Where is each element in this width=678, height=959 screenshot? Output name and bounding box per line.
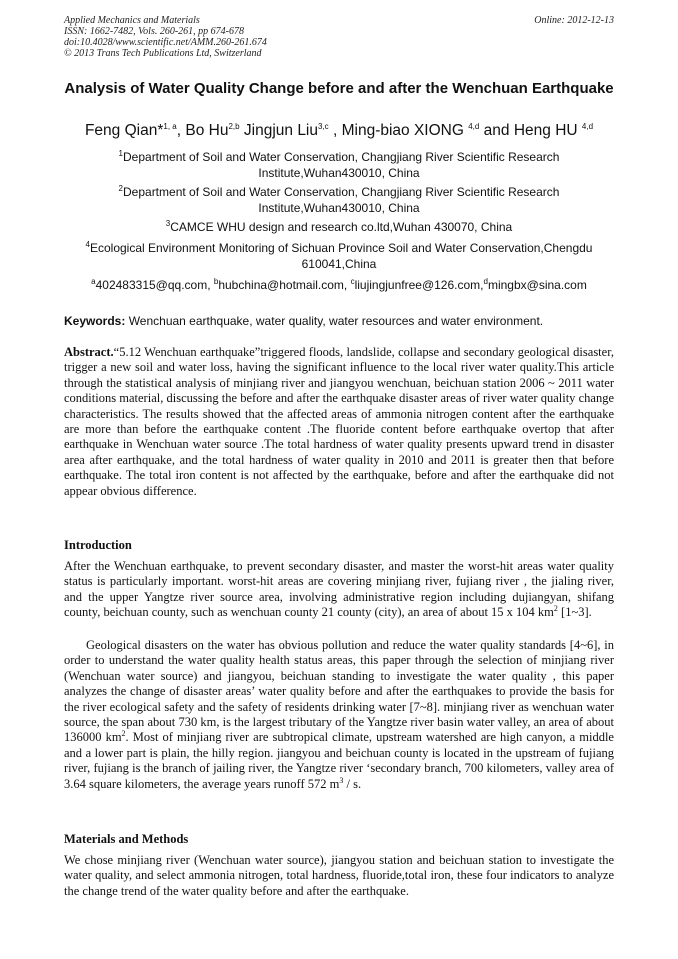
author-separator: , bbox=[176, 122, 186, 139]
introduction-paragraph-1 bbox=[64, 559, 614, 621]
affiliation-number: 1 bbox=[118, 149, 123, 158]
email-list bbox=[40, 278, 638, 293]
keywords bbox=[64, 314, 616, 329]
affiliation-3 bbox=[64, 220, 614, 236]
doi-line: doi:10.4028/www.scientific.net/AMM.260-261.674 bbox=[64, 37, 267, 48]
author-affil-mark: 2,b bbox=[228, 121, 240, 131]
paragraph-text: . Most of minjiang river are subtropical climate, upstream watershed are high canyon, a middle and a lower part is plain, the hilly region. jiangyou and beichuan county is located in the upstream of fujiang river, fujiang is the branch of jailing river, the Yangtze river ‘secondary branch, 700 kilometers, valley area of 3.64 square kilometers, the average years runoff 572 m bbox=[64, 730, 614, 791]
author-affil-mark: 4,d bbox=[468, 121, 480, 131]
superscript: 2 bbox=[553, 604, 558, 614]
abstract-text: “5.12 Wenchuan earthquake”triggered floods, landslide, collapse and secondary geological disaster, trigger a new soil and water loss, having the significant influence to the local river water quality.This article through the statistical analysis of minjiang river and jiangyou wenchuan, beichuan station 2006 ~ 2011 water conditions material, discussing the before and after the earthquake disaster areas of river water quality change characteristics. The results showed that the affected areas of ammonia nitrogen content after the earthquake are more than before the earthquake content .The fluoride content before earthquake overtop that after earthquake in Wenchuan water source .The total hardness of water quality presents upward trend in disaster area after earthquake, and the total hardness of water quality in 2010 and 2011 is greater then that before earthquake. The total iron content is not affected by the earthquake, before and after the earthquake did not appear obvious difference. bbox=[64, 345, 614, 498]
author-name: Feng Qian* bbox=[84, 122, 164, 139]
online-date-header bbox=[534, 15, 614, 26]
online-date: Online: 2012-12-13 bbox=[534, 15, 614, 26]
keywords-label: Keywords: bbox=[64, 314, 126, 328]
issn-line: ISSN: 1662-7482, Vols. 260-261, pp 674-678 bbox=[64, 26, 244, 37]
author-name: Bo Hu bbox=[185, 122, 229, 139]
introduction-heading: Introduction bbox=[64, 538, 132, 552]
paragraph-text: / s. bbox=[343, 776, 362, 791]
affiliation-text: Ecological Environment Monitoring of Sichuan Province Soil and Water Conservation,Chengdu 610041,China bbox=[89, 241, 593, 271]
copyright-line: © 2013 Trans Tech Publications Ltd, Switzerland bbox=[64, 48, 262, 59]
author-name: Ming-biao XIONG bbox=[341, 122, 469, 139]
affiliation-number: 2 bbox=[118, 184, 123, 193]
affiliation-number: 4 bbox=[85, 240, 90, 249]
abstract-label: Abstract. bbox=[64, 345, 114, 359]
methods-paragraph-1: We chose minjiang river (Wenchuan water source), jiangyou station and beichuan station to investigate the water quality, and select ammonia nitrogen, total hardness, fluoride,total iron, these four indicators to analyze the change trend of the water quality before and after the earthquake. bbox=[64, 853, 614, 898]
author-separator: and bbox=[479, 122, 514, 139]
paragraph-text: After the Wenchuan earthquake, to prevent secondary disaster, and master the worst-hit areas water quality status is particularly important. worst-hit areas are covering minjiang river, fujiang river , the jialing river, and the upper Yangtze river source area, involving administrative region including dujiangyan, shifang county, beichuan county, such as wenchuan county 21 county (city), an area of about 15 x 104 km bbox=[64, 559, 614, 620]
author-affil-mark: 4,d bbox=[581, 121, 594, 131]
author-name: Heng HU bbox=[513, 122, 582, 139]
email-mark: b bbox=[213, 277, 219, 286]
email-mark: a bbox=[91, 277, 96, 286]
superscript: 2 bbox=[121, 729, 126, 739]
paragraph-text: [1~3]. bbox=[557, 605, 592, 620]
email-mark: c bbox=[350, 277, 355, 286]
journal-header bbox=[64, 15, 267, 59]
superscript: 3 bbox=[339, 775, 344, 785]
affiliation-4 bbox=[64, 241, 614, 272]
email-address: mingbx@sina.com bbox=[487, 278, 587, 292]
affiliation-text: CAMCE WHU design and research co.ltd,Wuhan 430070, China bbox=[170, 220, 513, 234]
affiliation-1 bbox=[64, 150, 614, 181]
affiliation-number: 3 bbox=[165, 219, 171, 228]
journal-name: Applied Mechanics and Materials bbox=[64, 15, 200, 26]
author-affil-mark: 1, a bbox=[163, 121, 177, 131]
abstract bbox=[64, 345, 614, 499]
paragraph-text: Geological disasters on the water has obvious pollution and reduce the water quality standards [4~6], in order to understand the water quality health status areas, this paper through the selection of minjiang river (Wenchuan water source) and jiangyou, beichuan standing to investigate the water quality , this paper analyzes the change of disaster areas’ water quality before and after the earthquakes to provide the basis for the river ecological safety and the safety of residents drinking water [7~8]. minjiang river as wenchuan water source, the span about 730 km, is the largest tributary of the Yangtze river basin water valley, an area of about 136000 km bbox=[64, 638, 614, 745]
affiliation-text: Department of Soil and Water Conservation, Changjiang River Scientific Research Institute,Wuhan430010, China bbox=[123, 150, 560, 180]
email-address: hubchina@hotmail.com, bbox=[218, 278, 351, 292]
author-name: Jingjun Liu bbox=[243, 122, 318, 139]
methods-heading: Materials and Methods bbox=[64, 832, 189, 846]
affiliation-text: Department of Soil and Water Conservation, Changjiang River Scientific Research Institute,Wuhan430010, China bbox=[123, 185, 560, 215]
keywords-text: Wenchuan earthquake, water quality, water resources and water environment. bbox=[125, 314, 544, 328]
affiliation-2 bbox=[64, 185, 614, 216]
author-affil-mark: 3,c bbox=[318, 121, 329, 131]
email-address: liujingjunfree@126.com, bbox=[354, 278, 484, 292]
author-separator: , bbox=[328, 122, 342, 139]
author-list bbox=[50, 121, 628, 141]
introduction-paragraph-2 bbox=[64, 638, 614, 792]
email-address: 402483315@qq.com, bbox=[95, 278, 214, 292]
paper-title: Analysis of Water Quality Change before and after the Wenchuan Earthquake bbox=[64, 80, 614, 97]
email-mark: d bbox=[483, 277, 488, 286]
